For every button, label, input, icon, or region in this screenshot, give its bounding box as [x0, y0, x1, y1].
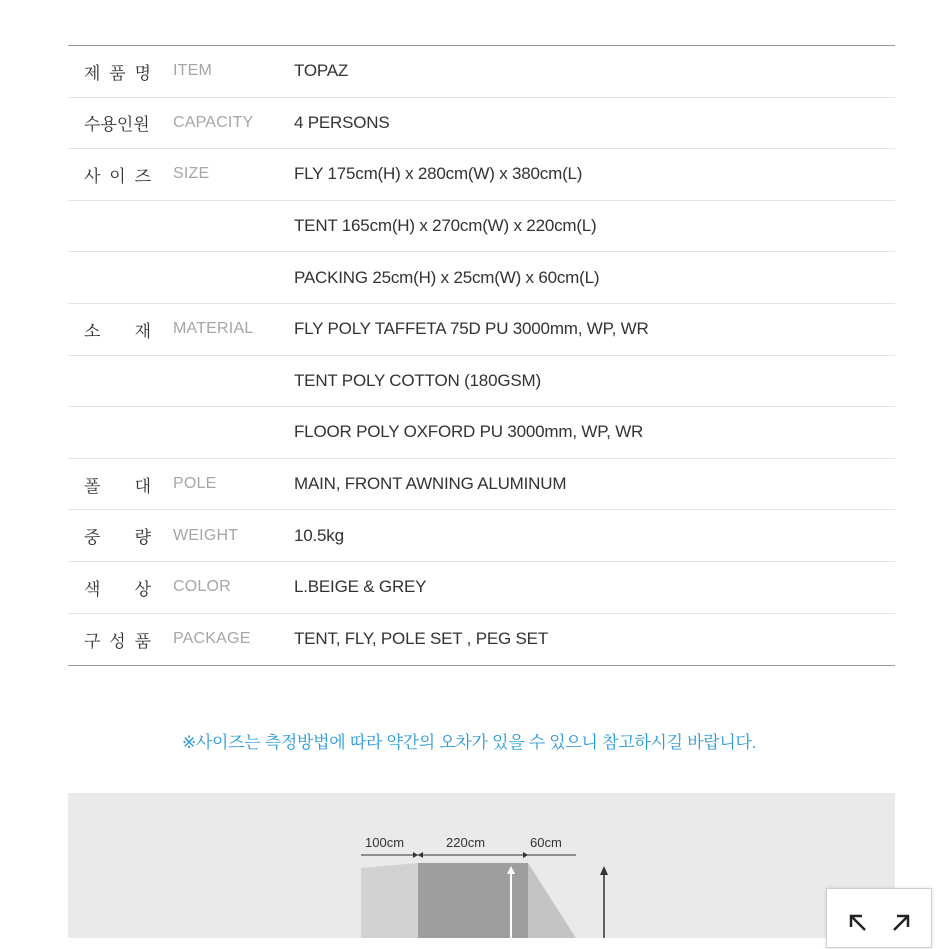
spec-label-en: COLOR: [173, 578, 231, 596]
spec-label-en: CAPACITY: [173, 113, 254, 131]
spec-label-en: POLE: [173, 475, 217, 493]
spec-label-ko-char: 성: [109, 631, 126, 651]
spec-label-ko-char: 즈: [134, 166, 151, 186]
spec-label-ko-char: 상: [134, 579, 151, 599]
spec-label-ko-char: 이: [109, 166, 126, 186]
spec-row: [68, 459, 895, 511]
spec-row: [68, 407, 895, 459]
spec-row: [68, 98, 895, 150]
spec-label-ko-char: 사: [84, 166, 101, 186]
spec-label-ko: [68, 627, 154, 652]
spec-value: FLY POLY TAFFETA 75D PU 3000mm, WP, WR: [294, 319, 649, 339]
spec-label-ko-char: 명: [134, 63, 151, 83]
spec-label-ko: [68, 162, 154, 187]
spec-label-ko: [68, 110, 154, 135]
spec-label-ko-char: 소: [84, 321, 101, 341]
spec-label-ko: [68, 472, 154, 497]
spec-value: FLY 175cm(H) x 280cm(W) x 380cm(L): [294, 164, 583, 184]
spec-label-ko-char: 품: [134, 631, 151, 651]
spec-label-ko-char: 수용인원: [84, 115, 150, 135]
spec-value: FLOOR POLY OXFORD PU 3000mm, WP, WR: [294, 422, 644, 442]
spec-label-ko: [68, 317, 154, 342]
spec-label-ko-char: 폴: [84, 476, 101, 496]
spec-label-ko-char: 제: [84, 63, 101, 83]
tent-dimension-diagram: [68, 793, 895, 938]
spec-label-en: PACKAGE: [173, 630, 251, 648]
spec-label-ko-char: 재: [134, 321, 151, 341]
spec-label-en: MATERIAL: [173, 320, 254, 338]
spec-label-ko: [68, 523, 154, 548]
spec-label-ko: [68, 575, 154, 600]
spec-value: TENT 165cm(H) x 270cm(W) x 220cm(L): [294, 216, 597, 236]
spec-row: [68, 356, 895, 408]
expand-arrows-icon: [827, 889, 933, 949]
spec-label-ko-char: 구: [84, 631, 101, 651]
spec-value: TENT, FLY, POLE SET , PEG SET: [294, 629, 549, 649]
dim-label-rear: 60cm: [530, 835, 562, 850]
dim-label-front: 100cm: [365, 835, 405, 850]
spec-label-ko-char: 중: [84, 528, 101, 548]
spec-table: [68, 45, 895, 666]
spec-value: TOPAZ: [294, 61, 349, 81]
spec-row: [68, 614, 895, 666]
expand-button[interactable]: [826, 888, 932, 948]
size-notice: ※사이즈는 측정방법에 따라 약간의 오차가 있을 수 있으니 참고하시길 바랍니다.: [181, 733, 757, 752]
dim-label-middle: 220cm: [446, 835, 486, 850]
spec-label-ko-char: 색: [84, 579, 101, 599]
tent-side-view-drawing: [68, 793, 895, 938]
spec-row: [68, 252, 895, 304]
spec-value: 4 PERSONS: [294, 112, 390, 132]
spec-value: 10.5kg: [294, 525, 344, 545]
spec-value: PACKING 25cm(H) x 25cm(W) x 60cm(L): [294, 267, 600, 287]
spec-label-ko-char: 대: [134, 476, 151, 496]
spec-label-ko: [68, 59, 154, 84]
spec-row: [68, 149, 895, 201]
spec-label-en: SIZE: [173, 165, 210, 183]
spec-label-en: ITEM: [173, 62, 213, 80]
spec-row: [68, 562, 895, 614]
spec-label-ko-char: 품: [109, 63, 126, 83]
spec-value: MAIN, FRONT AWNING ALUMINUM: [294, 474, 567, 494]
spec-value: L.BEIGE & GREY: [294, 577, 427, 597]
spec-row: [68, 510, 895, 562]
spec-row: [68, 201, 895, 253]
spec-label-ko-char: 량: [134, 528, 151, 548]
spec-value: TENT POLY COTTON (180GSM): [294, 370, 541, 390]
spec-label-en: WEIGHT: [173, 526, 239, 544]
spec-row: [68, 304, 895, 356]
spec-row: [68, 46, 895, 98]
